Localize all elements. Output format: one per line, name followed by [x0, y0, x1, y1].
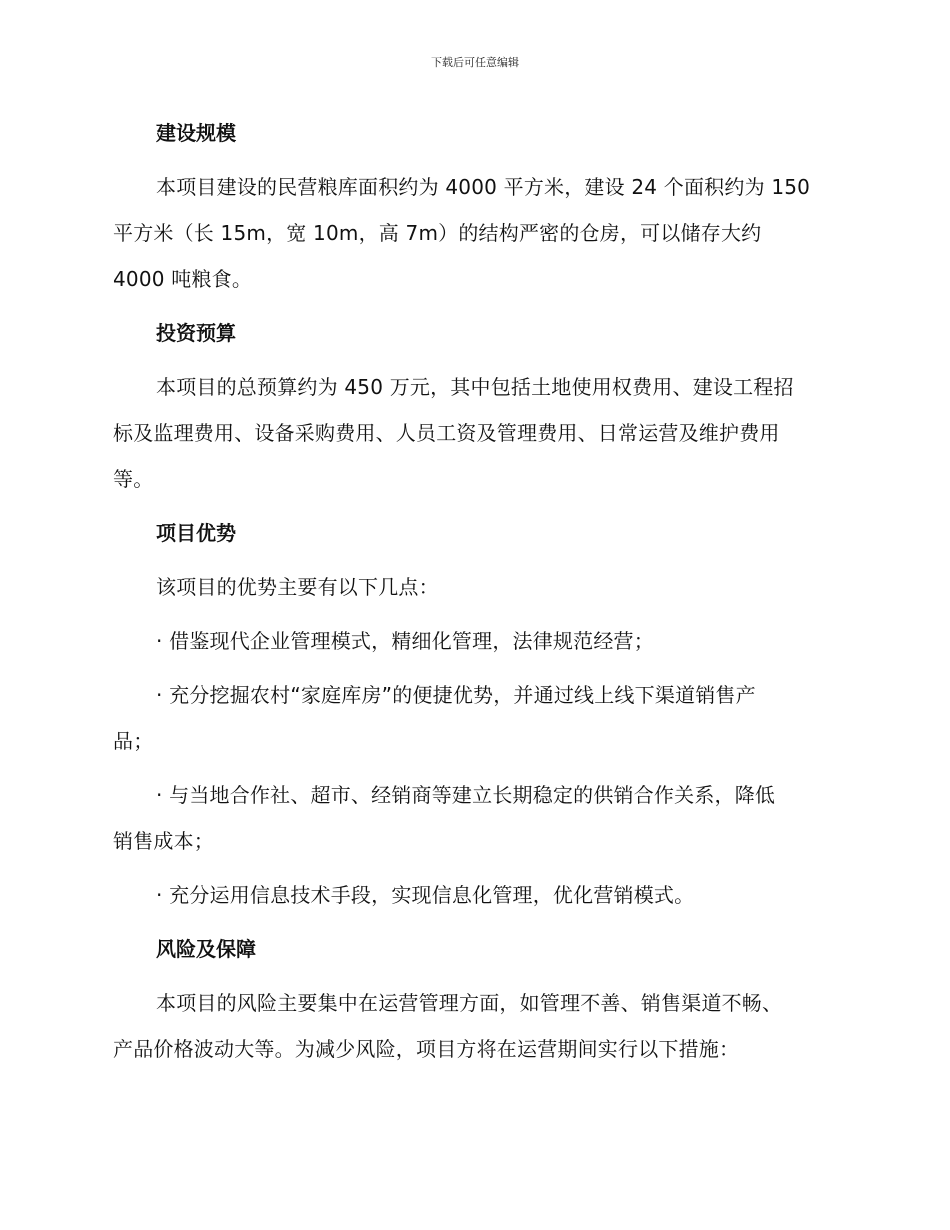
bullet-item [113, 772, 835, 864]
section-heading: 风险及保障 [156, 937, 256, 961]
paragraph [113, 164, 835, 302]
paragraph-line: 标及监理费用、设备采购费用、人员工资及管理费用、日常运营及维护费用 [113, 421, 780, 445]
section-heading: 投资预算 [156, 321, 236, 345]
paragraph-line: 平方米（长 15m，宽 10m，高 7m）的结构严密的仓房，可以储存大约 [113, 221, 762, 245]
paragraph-line: 本项目的总预算约为 450 万元，其中包括土地使用权费用、建设工程招 [156, 375, 794, 399]
paragraph-line: 该项目的优势主要有以下几点： [156, 575, 439, 599]
paragraph [113, 980, 835, 1072]
paragraph-line: 品； [113, 729, 154, 753]
bullet-item [113, 872, 835, 918]
bullet-item [113, 672, 835, 764]
paragraph [113, 564, 835, 610]
section-heading: 建设规模 [156, 121, 236, 145]
paragraph [113, 364, 835, 502]
paragraph-line: · 充分运用信息技术手段，实现信息化管理，优化营销模式。 [156, 883, 695, 907]
paragraph-line: 本项目建设的民营粮库面积约为 4000 平方米，建设 24 个面积约为 150 [156, 175, 811, 199]
paragraph-line: · 充分挖掘农村“家庭库房”的便捷优势，并通过线上线下渠道销售产 [156, 683, 756, 707]
document-body [113, 110, 835, 1080]
paragraph-line: 销售成本； [113, 829, 214, 853]
paragraph-line: 本项目的风险主要集中在运营管理方面，如管理不善、销售渠道不畅、 [156, 991, 783, 1015]
page-header: 下载后可任意编辑 [431, 56, 519, 69]
paragraph-line: 产品价格波动大等。为减少风险，项目方将在运营期间实行以下措施： [113, 1037, 740, 1061]
bullet-item [113, 618, 835, 664]
paragraph-line: · 与当地合作社、超市、经销商等建立长期稳定的供销合作关系，降低 [156, 783, 776, 807]
paragraph-line: · 借鉴现代企业管理模式，精细化管理，法律规范经营； [156, 629, 654, 653]
paragraph-line: 4000 吨粮食。 [113, 267, 253, 291]
section-heading: 项目优势 [156, 521, 236, 545]
paragraph-line: 等。 [113, 467, 154, 491]
